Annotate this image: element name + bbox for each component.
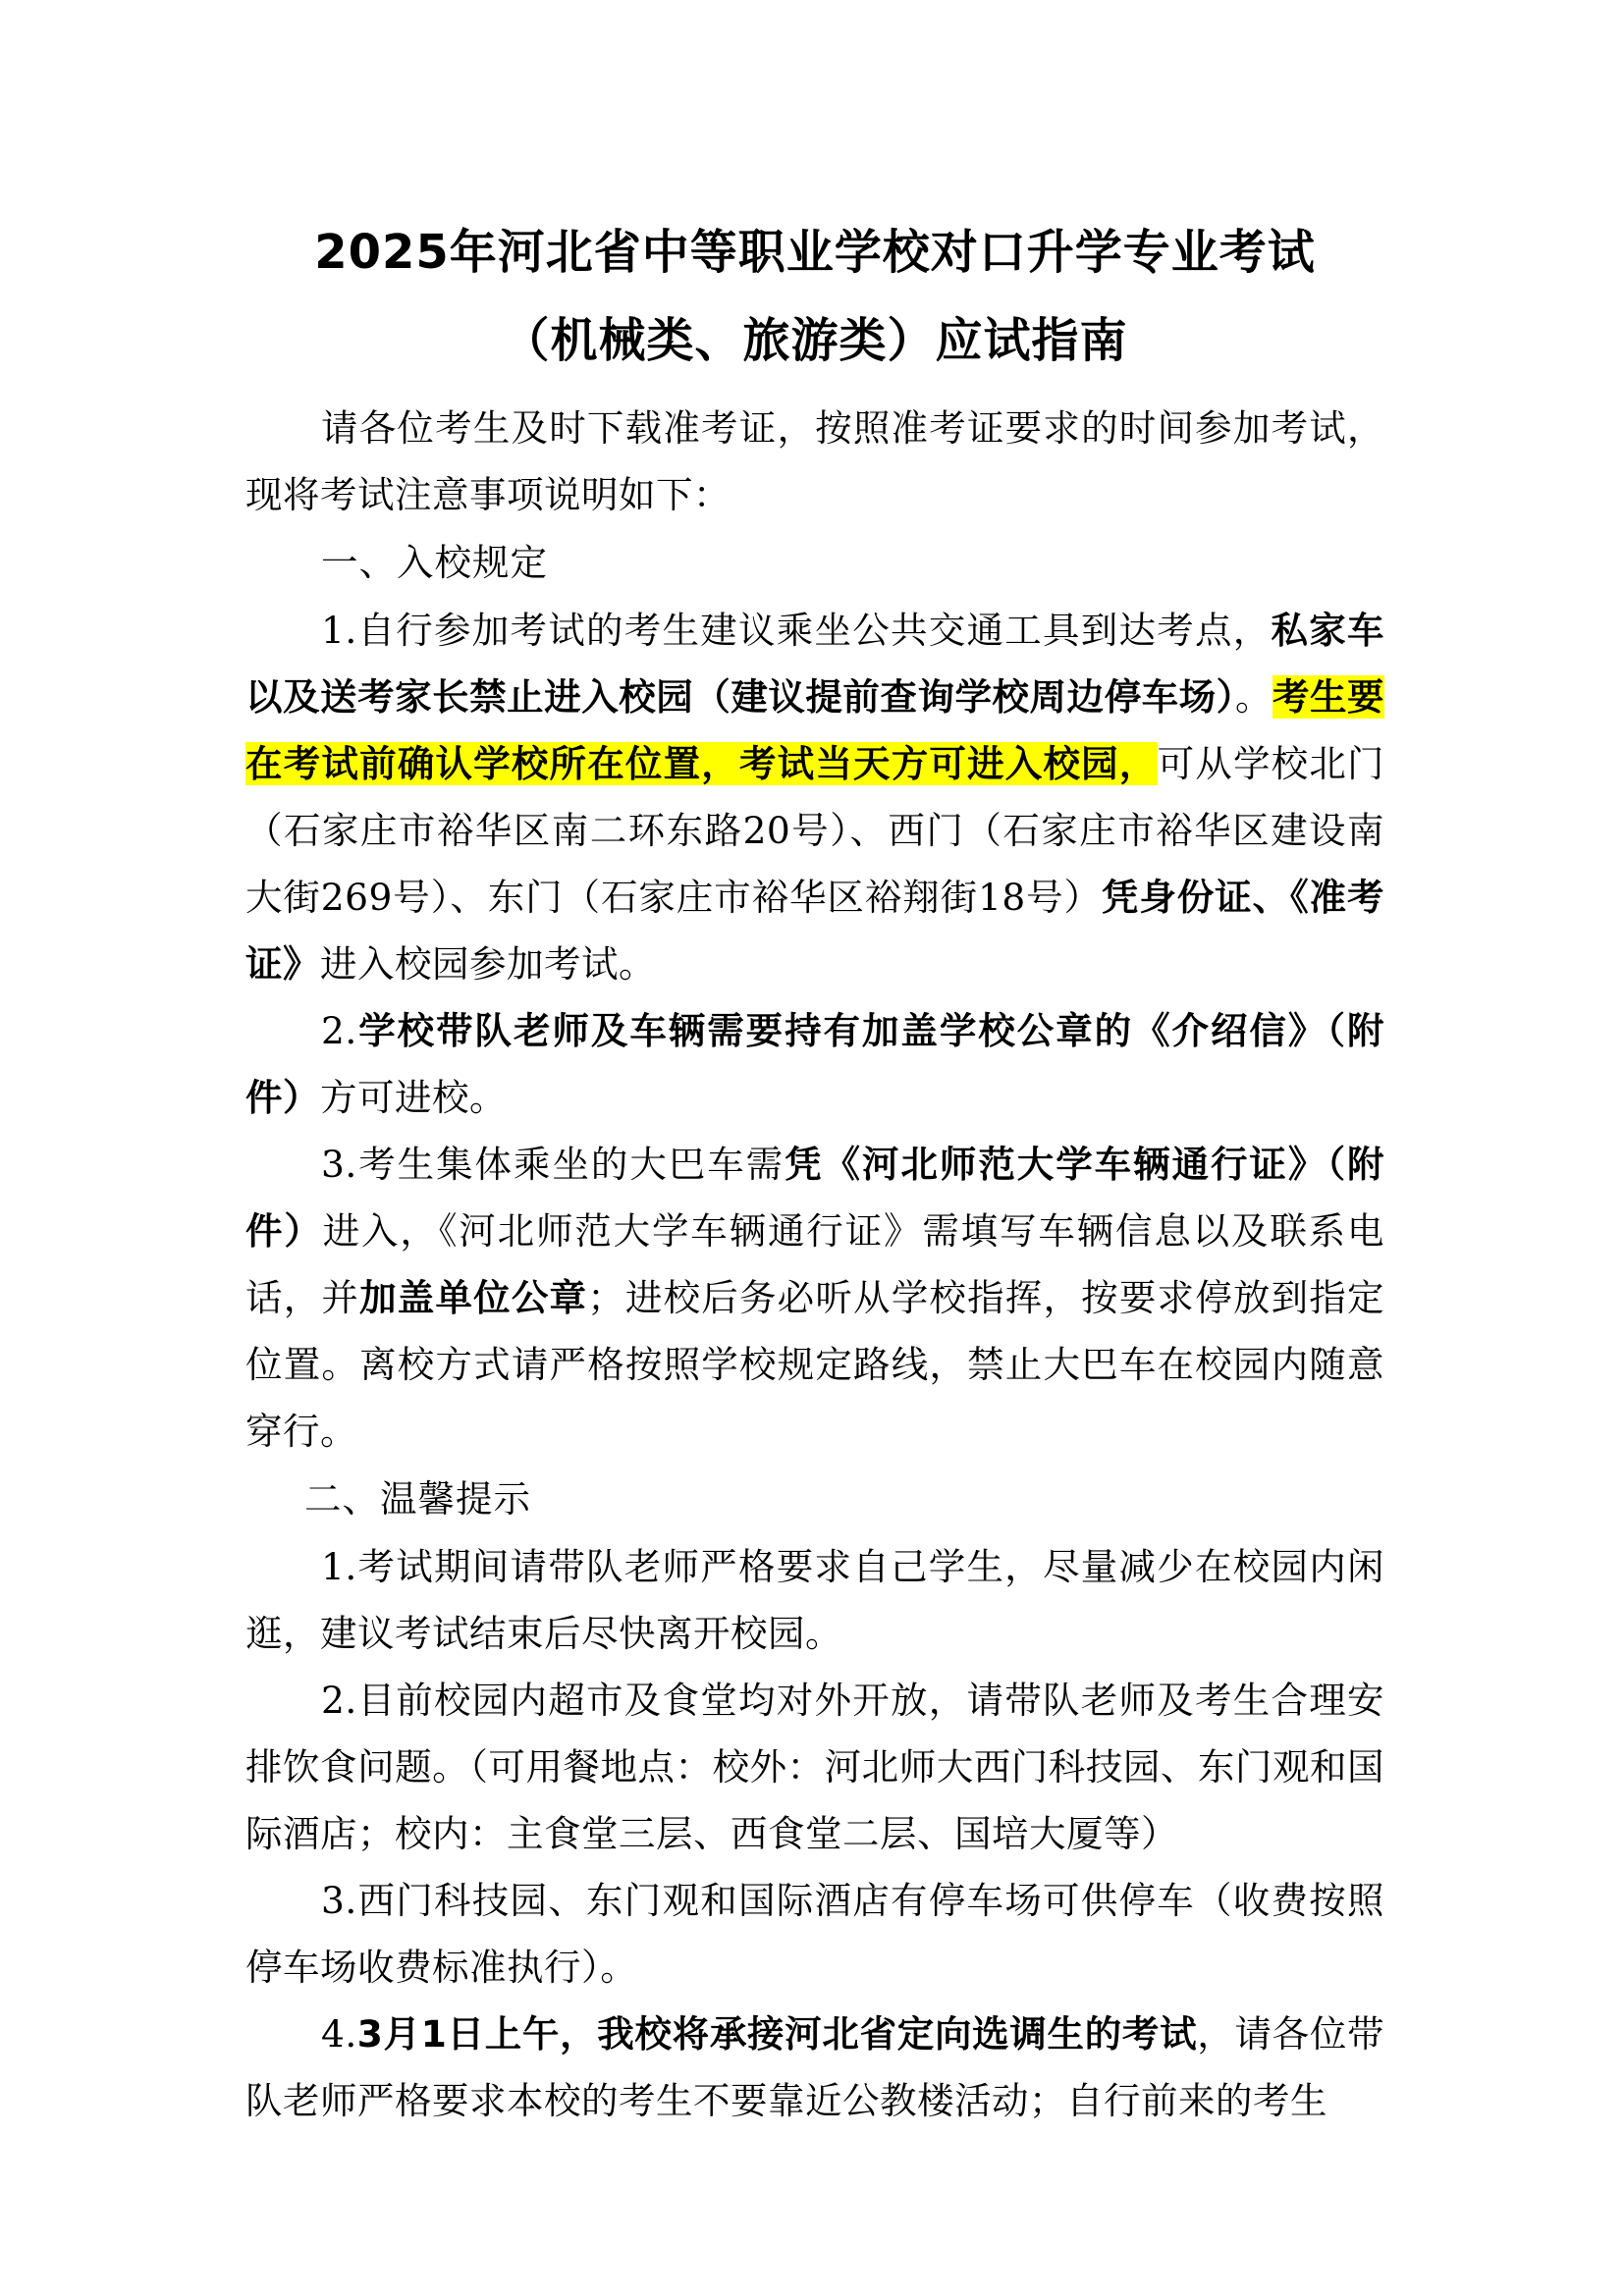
entry-rule-1-text-c: 。 — [1234, 675, 1272, 719]
entry-rule-1-highlight: 考生要在考试前确认学校所在位置，考试当天方可进入校园， — [245, 675, 1385, 785]
section-heading-entry-rules: 一、入校规定 — [321, 541, 548, 584]
entry-rule-3-bold-b: 凭《河北师范大学车辆通行证》（附件） — [245, 1143, 1385, 1253]
entry-rule-3 — [245, 1131, 1384, 1465]
tip-4-text-a: 4. — [321, 2012, 357, 2056]
entry-rule-2-bold-b: 学校带队老师及车辆需要持有加盖学校公章的《介绍信》（附件） — [245, 1009, 1384, 1119]
tip-4-bold-b: 3月1日上午，我校将承接河北省定向选调生的考试 — [356, 2012, 1198, 2056]
document-title-line2: （机械类、旅游类）应试指南 — [502, 313, 1128, 368]
entry-rule-3-text-a: 3.考生集体乘坐的大巴车需 — [321, 1143, 785, 1186]
tip-4 — [245, 2001, 1384, 2134]
document-page — [245, 208, 1384, 2134]
entry-rule-1-bold-f: 凭身份证、《准考证》 — [245, 876, 1384, 986]
tip-4-text-c: ，请各位带队老师严格要求本校的考生不要靠近公教楼活动；自行前来的考生 — [245, 2012, 1385, 2122]
tip-2: 2.目前校园内超市及食堂均对外开放，请带队老师及考生合理安排饮食问题。（可用餐地点：校外：河北师大西门科技园、东门观和国际酒店；校内：主食堂三层、西食堂二层、国培大厦等） — [245, 1679, 1384, 1855]
entry-rule-1 — [245, 597, 1384, 997]
section-heading-tips: 二、温馨提示 — [304, 1477, 531, 1521]
entry-rule-1-text-a: 1.自行参加考试的考生建议乘坐公共交通工具到达考点， — [321, 609, 1272, 652]
entry-rule-1-text-g: 进入校园参加考试。 — [320, 942, 656, 986]
entry-rule-1-bold-b: 私家车以及送考家长禁止进入校园（建议提前查询学校周边停车场） — [245, 609, 1384, 719]
entry-rule-1-text-e: 可从学校北门（石家庄市裕华区南二环东路20号）、西门（石家庄市裕华区建设南大街269号）、东门（石家庄市裕华区裕翔街18号） — [245, 742, 1385, 919]
tip-3: 3.西门科技园、东门观和国际酒店有停车场可供停车（收费按照停车场收费标准执行）。 — [245, 1879, 1384, 1989]
entry-rule-2-text-a: 2. — [321, 1009, 357, 1052]
tip-1: 1.考试期间请带队老师严格要求自己学生，尽量减少在校园内闲逛，建议考试结束后尽快离开校园。 — [245, 1545, 1384, 1655]
entry-rule-2 — [245, 997, 1384, 1131]
entry-rule-3-bold-d: 加盖单位公章 — [359, 1276, 588, 1319]
intro-paragraph: 请各位考生及时下载准考证，按照准考证要求的时间参加考试，现将考试注意事项说明如下： — [245, 406, 1384, 516]
entry-rule-3-text-e: ；进校后务必听从学校指挥，按要求停放到指定位置。离校方式请严格按照学校规定路线，禁止大巴车在校园内随意穿行。 — [245, 1276, 1385, 1453]
document-title-line1: 2025年河北省中等职业学校对口升学专业考试 — [314, 225, 1316, 280]
entry-rule-2-text-c: 方可进校。 — [320, 1076, 507, 1119]
entry-rule-3-text-c: 进入，《河北师范大学车辆通行证》需填写车辆信息以及联系电话，并 — [245, 1209, 1385, 1319]
